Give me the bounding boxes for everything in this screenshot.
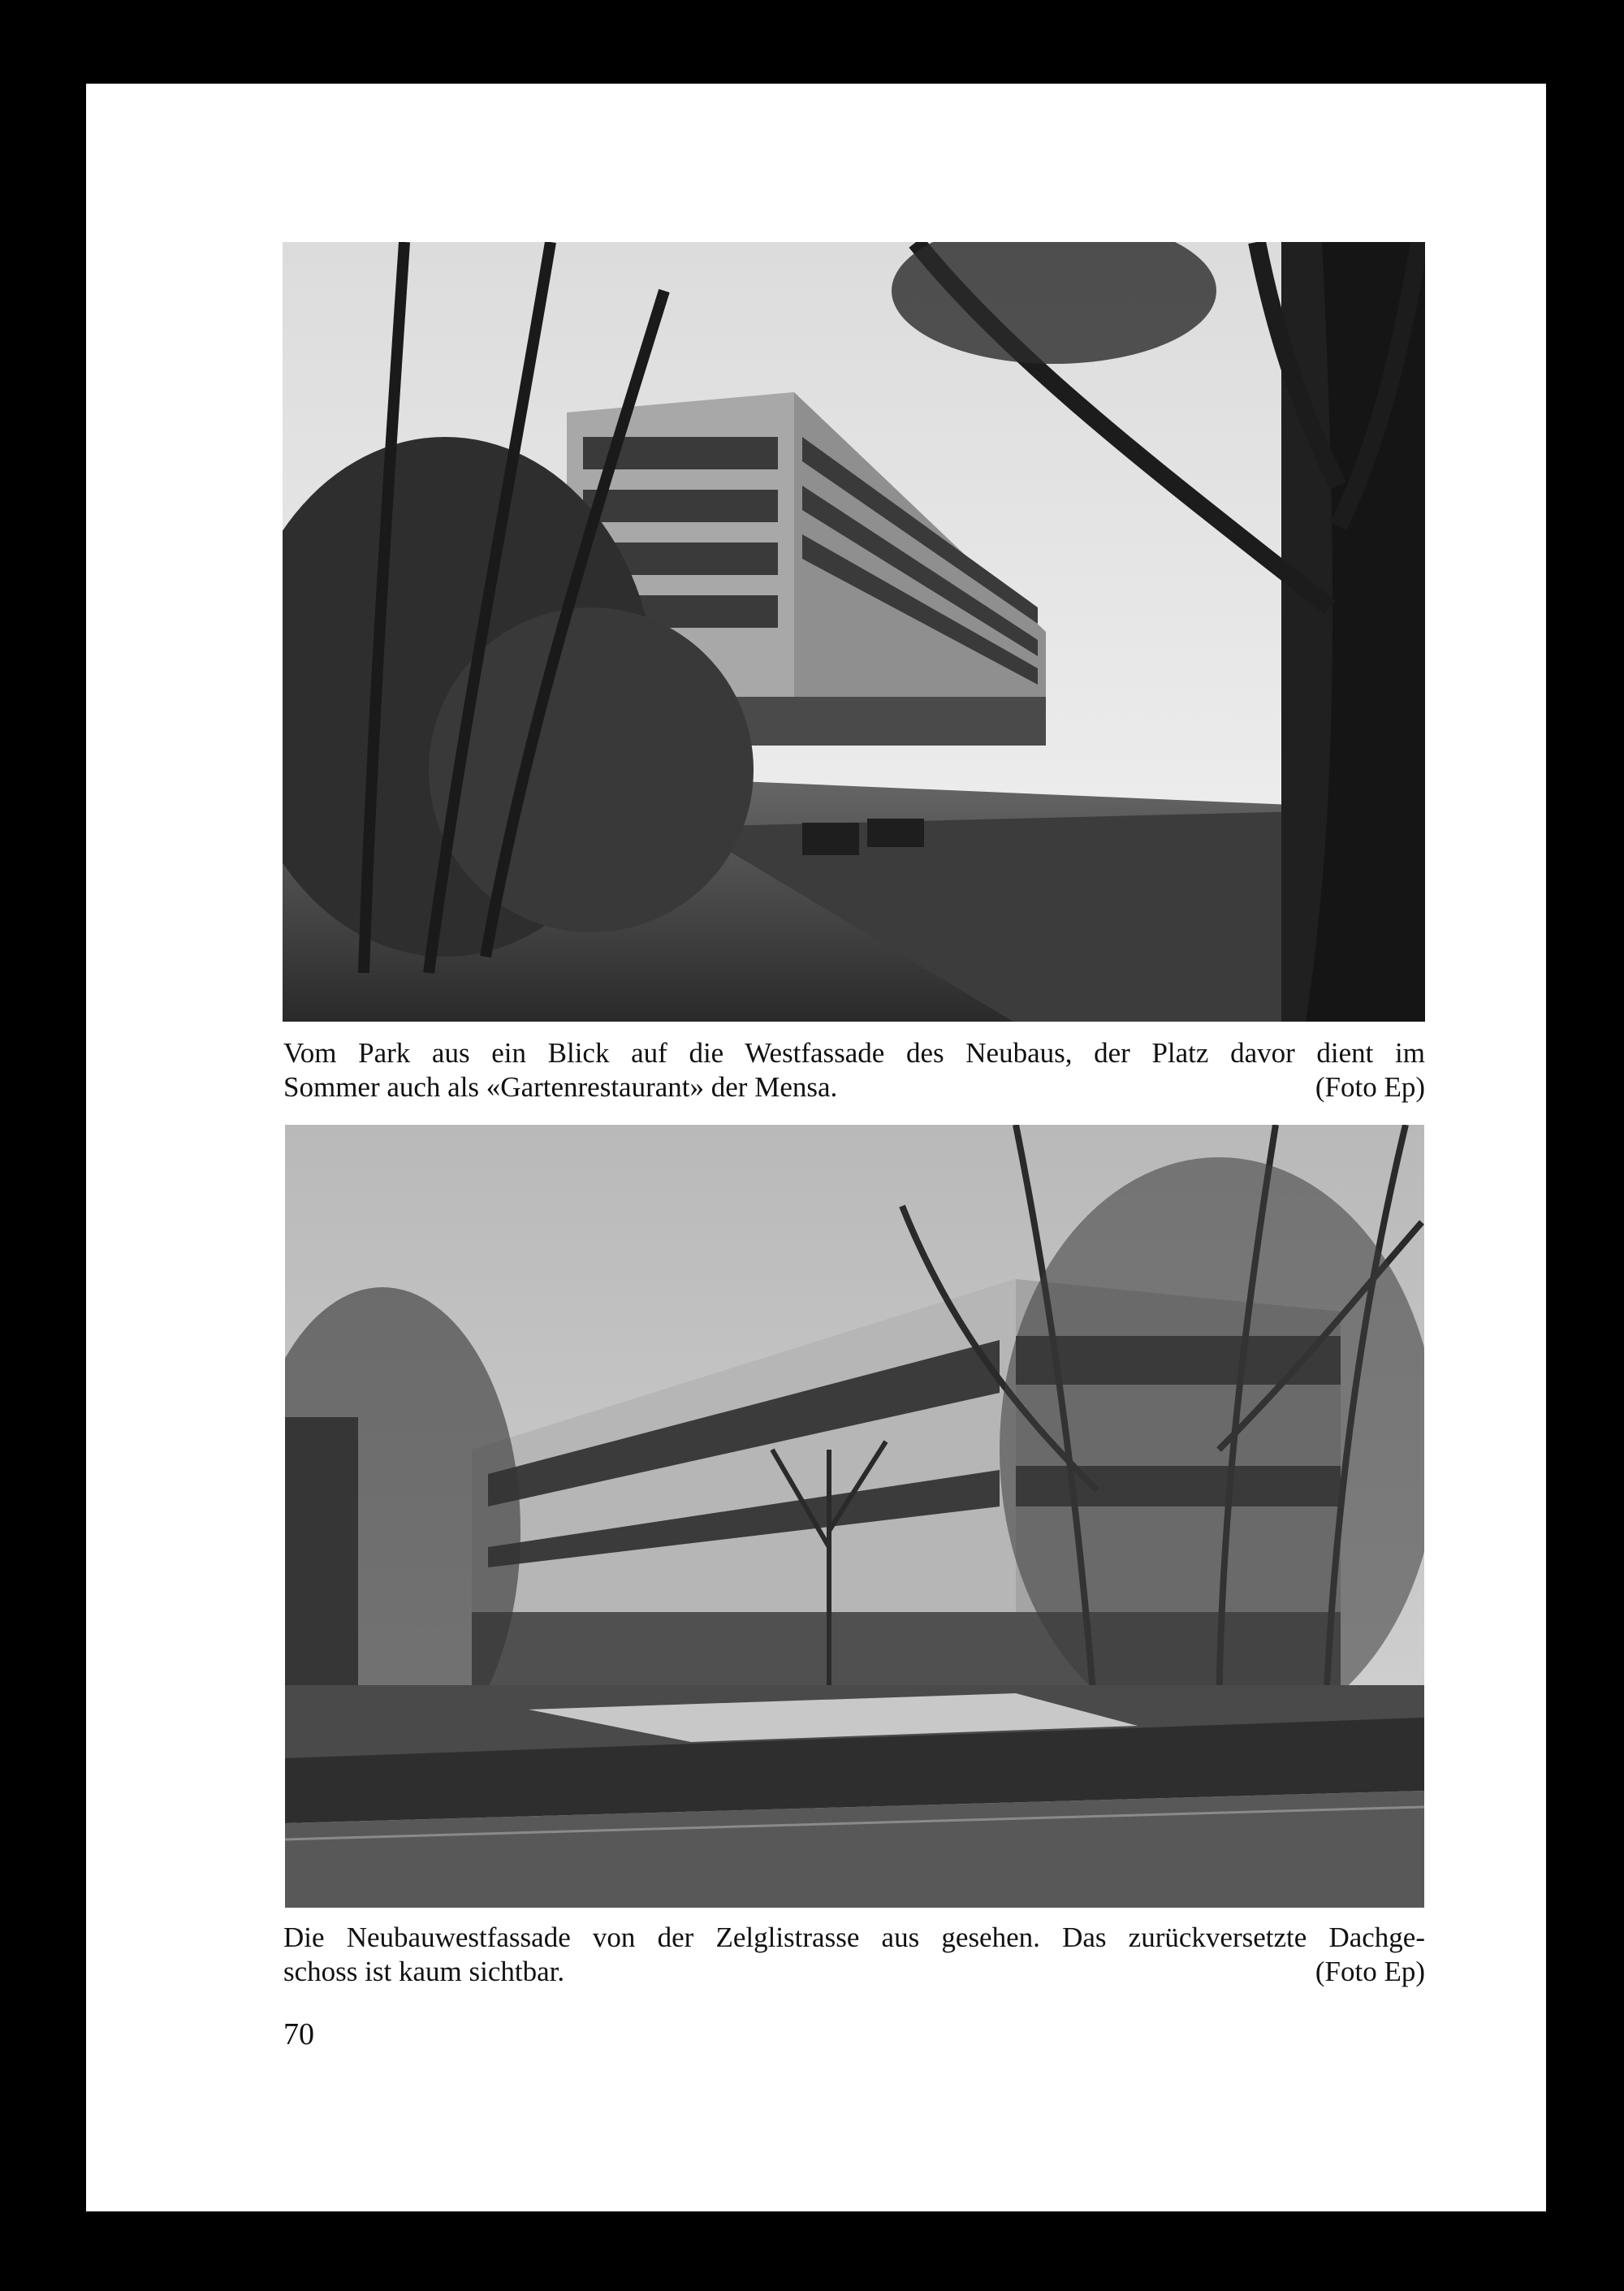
caption-photo-2 [283,1921,1425,1989]
caption-2-credit: (Foto Ep) [1315,1956,1425,1987]
caption-1-line-2-row [283,1070,1425,1104]
photo-zelglistrasse-westfacade [285,1125,1424,1908]
caption-1-credit: (Foto Ep) [1315,1071,1425,1103]
caption-2-line-2: schoss ist kaum sichtbar. [283,1956,565,1987]
document-page [86,84,1546,2211]
caption-1-line-1: Vom Park aus ein Blick auf die Westfassade des Neubaus, der Platz davor dient im [283,1037,1425,1069]
caption-photo-1 [283,1036,1425,1104]
caption-1-line-2: Sommer auch als «Gartenrestaurant» der Mensa. [283,1071,838,1103]
caption-2-line-2-row [283,1955,1425,1989]
photo-park-westfacade [283,242,1425,1022]
page-number: 70 [283,2017,314,2051]
caption-2-line-1: Die Neubauwestfassade von der Zelglistrasse aus gesehen. Das zurückversetzte Dachge- [283,1921,1425,1953]
